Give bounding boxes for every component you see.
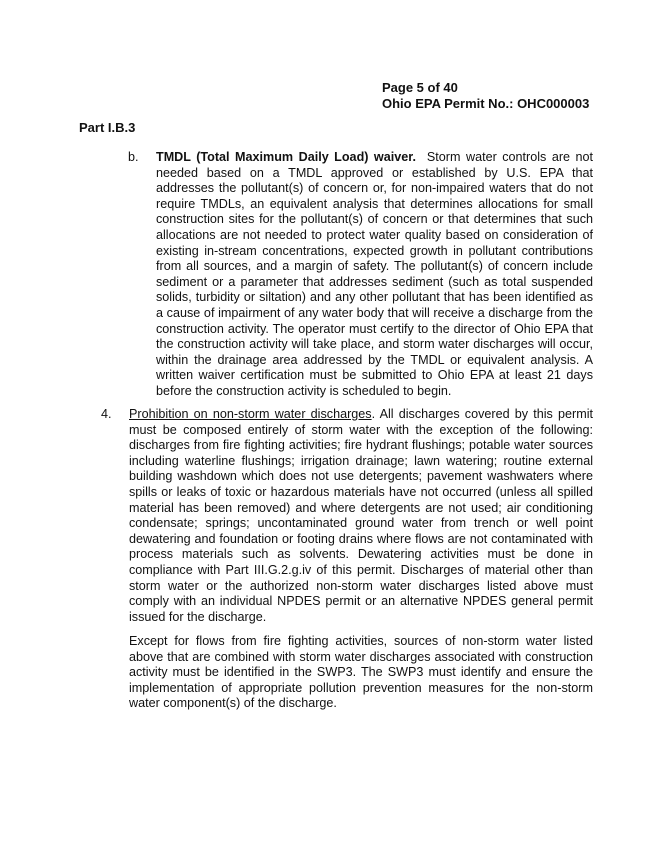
list-marker-b: b. [128,150,139,164]
page-number: Page 5 of 40 [382,80,458,95]
non-storm-prohibition-heading: Prohibition on non-storm water discharges [129,407,372,421]
permit-number: Ohio EPA Permit No.: OHC000003 [382,96,590,111]
page-header [382,80,589,112]
tmdl-waiver-paragraph [156,150,593,400]
non-storm-prohibition-body: . All discharges covered by this permit must be composed entirely of storm water with the exception of the following: discharges from fire fighting activities; fire hydrant flushings; potable water sources including waterline flushings; irrigation drainage; lawn watering; routine external building washdown which does not use detergents; pavement washwaters where spills or leaks of toxic or hazardous materials have not occurred (unless all spilled material has been removed) and where detergents are not used; air conditioning condensate; springs; uncontaminated ground water from trench or well point dewatering and foundation or footing drains where flows are not contaminated with process materials such as solvents. Dewatering activities must be done in compliance with Part III.G.2.g.iv of this permit. Discharges of material other than storm water or the authorized non-storm water discharges listed above must comply with an individual NPDES permit or an alternative NPDES general permit issued for the discharge. [129,407,594,624]
tmdl-waiver-body: Storm water controls are not needed based on a TMDL approved or established by U.S. EPA that addresses the pollutant(s) of concern or, for non-impaired waters that do not require TMDLs, an equivalent analysis that determines allocations for small construction sites for the pollutant(s) of concern or that determines that such allocations are not needed to protect water quality based on consideration of existing in-stream concentrations, expected growth in pollutant contributions from all sources, and a margin of safety. The pollutant(s) of concern include sediment or a parameter that addresses sediment (such as total suspended solids, turbidity or siltation) and any other pollutant that has been identified as a cause of impairment of any water body that will receive a discharge from the construction activity. The operator must certify to the director of Ohio EPA that the construction activity will take place, and storm water discharges will occur, within the drainage area addressed by the TMDL or equivalent analysis. A written waiver certification must be submitted to Ohio EPA at least 21 days before the construction activity is scheduled to begin. [156,150,593,398]
non-storm-swp3-paragraph: Except for flows from fire fighting activities, sources of non-storm water listed above that are combined with storm water discharges associated with construction activity must be identified in the SWP3. The SWP3 must identify and ensure the implementation of appropriate pollution prevention measures for the non-storm water component(s) of the discharge. [129,634,593,711]
section-label: Part I.B.3 [79,120,136,135]
non-storm-prohibition-paragraph [129,407,593,625]
tmdl-waiver-heading: TMDL (Total Maximum Daily Load) waiver. [156,150,416,164]
list-marker-4: 4. [101,407,112,421]
